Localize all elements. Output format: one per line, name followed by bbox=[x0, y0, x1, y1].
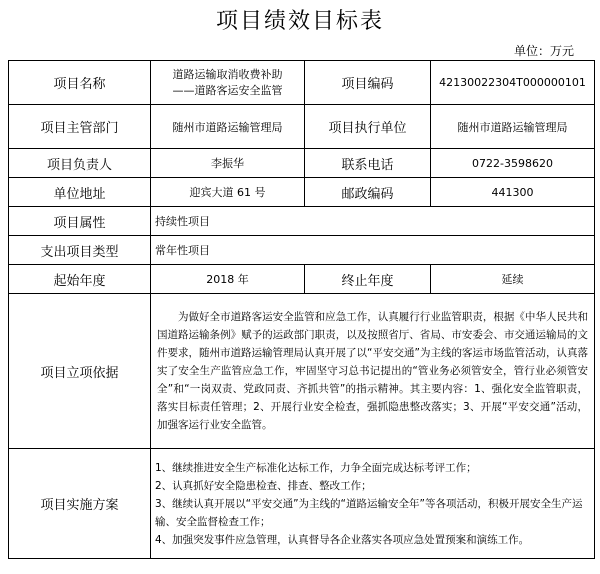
end-value: 延续 bbox=[431, 265, 595, 294]
table-row bbox=[9, 61, 595, 105]
basis-cell bbox=[151, 294, 595, 449]
owner-label: 项目负责人 bbox=[9, 149, 151, 178]
performance-table bbox=[8, 60, 595, 559]
phone-value: 0722-3598620 bbox=[431, 149, 595, 178]
address-label: 单位地址 bbox=[9, 178, 151, 207]
plan-item-4: 4、加强突发事件应急管理，认真督导各企业落实各项应急处置预案和演练工作。 bbox=[155, 533, 530, 546]
table-row bbox=[9, 265, 595, 294]
table-row bbox=[9, 149, 595, 178]
table-row bbox=[9, 105, 595, 149]
plan-label: 项目实施方案 bbox=[9, 449, 151, 559]
attr-label: 项目属性 bbox=[9, 207, 151, 236]
plan-item-2: 2、认真抓好安全隐患检查、排查、整改工作； bbox=[155, 479, 372, 492]
exec-label: 项目执行单位 bbox=[305, 105, 431, 149]
basis-text: 为做好全市道路客运安全监管和应急工作，认真履行行业监管职责，根据《中华人民共和国道路运输条例》赋予的运政部门职责，以及按照省厅、省局、市安委会、市交通运输局的文件要求，随州市道路运输管理局认真开展了以“平安交通”为主线的客运市场监管活动，认真落实了安全生产监管应急工作，牢固坚守习总书记提出的“管业务必须管安全，管行业必须管安全”和“一岗双责、党政同责、齐抓共管”的指示精神。其主要内容：1、强化安全监管职责，落实目标责任管理；2、开展行业安全检查，强抓隐患整改落实；3、开展“平安交通”活动，加强客运行业安全监管。 bbox=[157, 311, 588, 431]
table-row bbox=[9, 449, 595, 559]
type-value: 常年性项目 bbox=[151, 236, 595, 265]
zip-label: 邮政编码 bbox=[305, 178, 431, 207]
dept-value: 随州市道路运输管理局 bbox=[151, 105, 305, 149]
zip-value: 441300 bbox=[431, 178, 595, 207]
type-label: 支出项目类型 bbox=[9, 236, 151, 265]
basis-label: 项目立项依据 bbox=[9, 294, 151, 449]
project-name-cell bbox=[151, 61, 305, 105]
attr-value: 持续性项目 bbox=[151, 207, 595, 236]
document-title: 项目绩效目标表 bbox=[215, 9, 384, 34]
owner-value: 李振华 bbox=[151, 149, 305, 178]
plan-cell bbox=[151, 449, 595, 559]
plan-item-3: 3、继续认真开展以“平安交通”为主线的“道路运输安全年”等各项活动，积极开展安全生产运输、安全监督检查工作； bbox=[155, 497, 583, 528]
table-row bbox=[9, 207, 595, 236]
plan-item-1: 1、继续推进安全生产标准化达标工作，力争全面完成达标考评工作； bbox=[155, 461, 477, 474]
project-name-line1: 道路运输取消收费补助 bbox=[172, 67, 283, 81]
address-value: 迎宾大道 61 号 bbox=[151, 178, 305, 207]
table-row bbox=[9, 294, 595, 449]
dept-label: 项目主管部门 bbox=[9, 105, 151, 149]
end-label: 终止年度 bbox=[305, 265, 431, 294]
table-row bbox=[9, 178, 595, 207]
start-label: 起始年度 bbox=[9, 265, 151, 294]
project-code-value: 42130022304T000000101 bbox=[431, 61, 595, 105]
project-name-line2: ——道路客运安全监管 bbox=[172, 83, 283, 97]
unit-label: 单位：万元 bbox=[513, 44, 574, 58]
phone-label: 联系电话 bbox=[305, 149, 431, 178]
project-name-label: 项目名称 bbox=[9, 61, 151, 105]
project-code-label: 项目编码 bbox=[305, 61, 431, 105]
start-value: 2018 年 bbox=[151, 265, 305, 294]
table-row bbox=[9, 236, 595, 265]
exec-value: 随州市道路运输管理局 bbox=[431, 105, 595, 149]
